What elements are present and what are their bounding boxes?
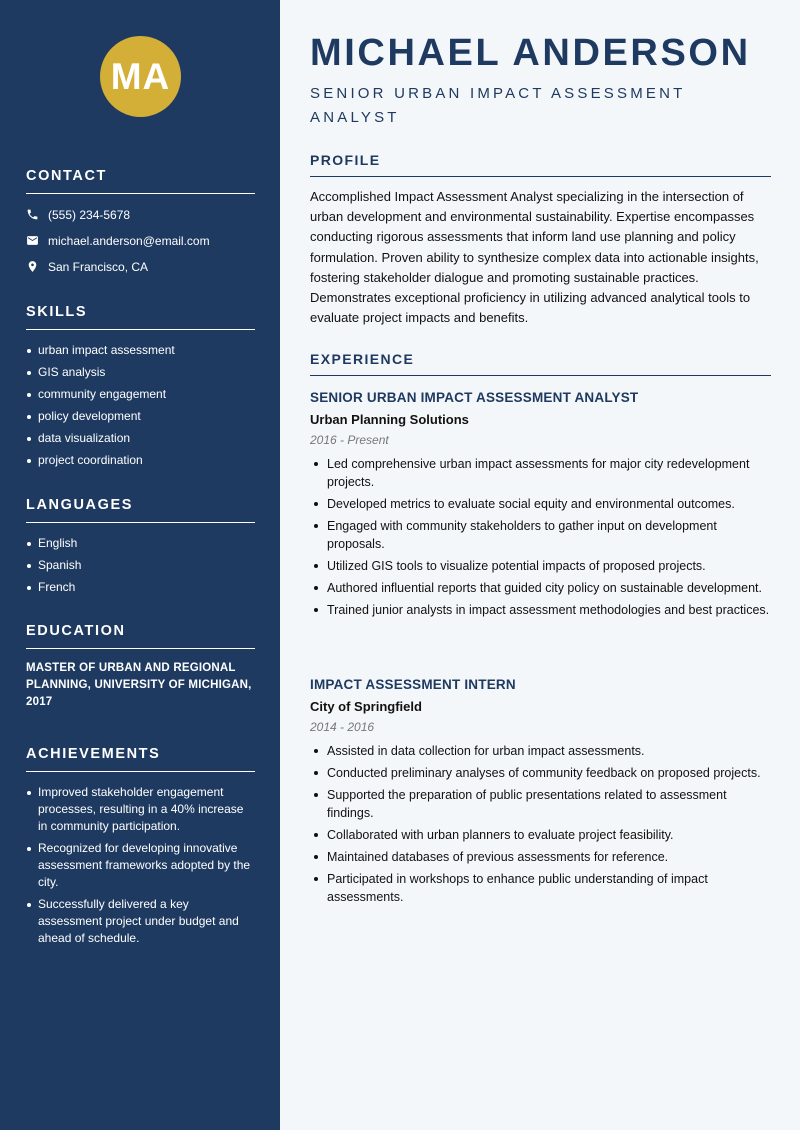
job-bullet: Utilized GIS tools to visualize potential impacts of proposed projects. (310, 557, 771, 575)
achievements-heading: ACHIEVEMENTS (26, 746, 255, 772)
skill-item: data visualization (26, 430, 255, 447)
skill-item: urban impact assessment (26, 342, 255, 359)
job-title: SENIOR URBAN IMPACT ASSESSMENT ANALYST (310, 390, 639, 405)
language-item: English (26, 535, 255, 552)
contact-email-row (26, 232, 255, 249)
language-item: Spanish (26, 557, 255, 574)
skill-item: community engagement (26, 386, 255, 403)
achievement-item: Improved stakeholder engagement processes, resulting in a 40% increase in community participation. (26, 784, 255, 835)
job-bullet: Trained junior analysts in impact assessment methodologies and best practices. (310, 601, 771, 619)
job-bullet: Collaborated with urban planners to evaluate project feasibility. (310, 826, 771, 844)
job-bullet: Led comprehensive urban impact assessments for major city redevelopment projects. (310, 455, 771, 491)
education-entry: MASTER OF URBAN AND REGIONAL PLANNING, UNIVERSITY OF MICHIGAN, 2017 (26, 662, 252, 708)
sidebar (0, 0, 280, 1130)
languages-heading: LANGUAGES (26, 497, 255, 523)
education-section (26, 623, 255, 711)
contact-heading: CONTACT (26, 168, 255, 194)
candidate-name: MICHAEL ANDERSON (310, 32, 751, 74)
skills-section (26, 304, 255, 474)
avatar-initials: MA (100, 36, 181, 117)
contact-phone[interactable]: (555) 234-5678 (48, 207, 131, 222)
achievements-list (26, 784, 255, 947)
location-pin-icon (26, 260, 39, 273)
job-bullet: Engaged with community stakeholders to gather input on development proposals. (310, 517, 771, 553)
achievements-section (26, 746, 255, 952)
job-entry (310, 677, 771, 910)
education-heading: EDUCATION (26, 623, 255, 649)
job-bullet: Conducted preliminary analyses of community feedback on proposed projects. (310, 764, 771, 782)
skill-item: GIS analysis (26, 364, 255, 381)
email-icon (26, 234, 39, 247)
contact-email[interactable]: michael.anderson@email.com (48, 233, 210, 248)
job-bullet: Assisted in data collection for urban impact assessments. (310, 742, 771, 760)
contact-section (26, 168, 255, 275)
phone-icon (26, 208, 39, 221)
candidate-role: SENIOR URBAN IMPACT ASSESSMENT ANALYST (310, 85, 686, 126)
job-company: City of Springfield (310, 699, 422, 714)
job-dates: 2014 - 2016 (310, 720, 375, 734)
job-bullet: Maintained databases of previous assessments for reference. (310, 848, 771, 866)
profile-text: Accomplished Impact Assessment Analyst specializing in the intersection of urban development and environmental sustainability. Expertise encompasses conducting rigorous assessments that inform land use planning and policy formulation. Proven ability to synthesize complex data into actionable insights, fostering stakeholder dialogue and promoting sustainable practices. Demonstrates exceptional proficiency in utilizing advanced analytical tools to evaluate project impacts and benefits. (310, 189, 759, 326)
contact-location-row (26, 258, 255, 275)
job-company: Urban Planning Solutions (310, 412, 469, 427)
job-bullet: Authored influential reports that guided city policy on sustainable development. (310, 579, 771, 597)
languages-list (26, 535, 255, 596)
profile-heading: PROFILE (310, 152, 771, 177)
achievement-item: Recognized for developing innovative assessment frameworks adopted by the city. (26, 840, 255, 891)
job-entry (310, 390, 771, 623)
job-bullet: Supported the preparation of public presentations related to assessment findings. (310, 786, 771, 822)
job-bullets (310, 455, 771, 619)
languages-section (26, 497, 255, 601)
skills-heading: SKILLS (26, 304, 255, 330)
skill-item: policy development (26, 408, 255, 425)
contact-location: San Francisco, CA (48, 259, 149, 274)
skill-item: project coordination (26, 452, 255, 469)
achievement-item: Successfully delivered a key assessment project under budget and ahead of schedule. (26, 896, 255, 947)
experience-heading: EXPERIENCE (310, 351, 771, 376)
job-title: IMPACT ASSESSMENT INTERN (310, 677, 516, 692)
contact-phone-row (26, 206, 255, 223)
skills-list (26, 342, 255, 469)
job-bullet: Participated in workshops to enhance public understanding of impact assessments. (310, 870, 771, 906)
job-bullet: Developed metrics to evaluate social equity and environmental outcomes. (310, 495, 771, 513)
job-bullets (310, 742, 771, 906)
job-dates: 2016 - Present (310, 433, 389, 447)
language-item: French (26, 579, 255, 596)
